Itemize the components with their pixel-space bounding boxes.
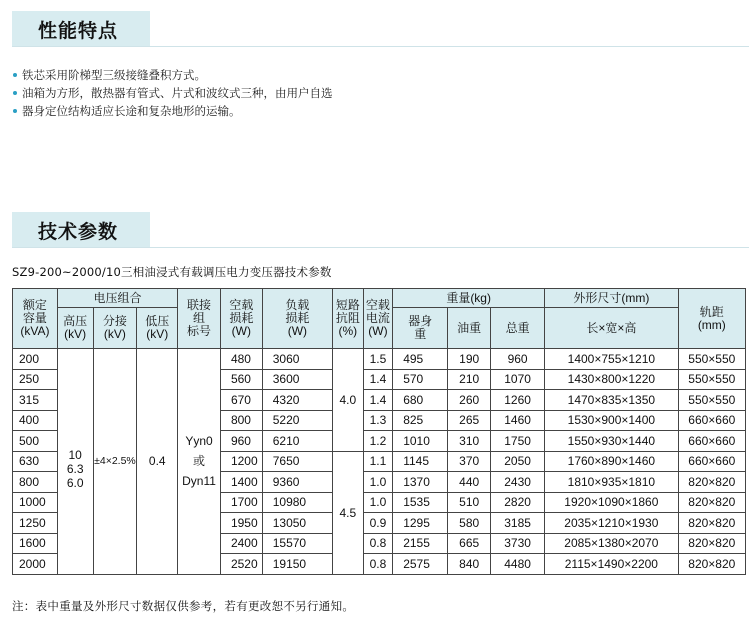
- cell-capacity: 250: [13, 369, 58, 390]
- cell-body-weight: 1295: [393, 513, 448, 534]
- cell-dimensions: 1550×930×1440: [545, 431, 679, 452]
- cell-no-load-loss: 670: [220, 390, 262, 411]
- header-body-weight: 器身 重: [393, 308, 448, 349]
- cell-load-loss: 6210: [262, 431, 332, 452]
- feature-item: 油箱为方形，散热器有管式、片式和波纹式三种，由用户自选: [12, 84, 333, 102]
- cell-body-weight: 680: [393, 390, 448, 411]
- cell-dimensions: 1760×890×1460: [545, 451, 679, 472]
- cell-no-load-loss: 960: [220, 431, 262, 452]
- cell-dimensions: 1470×835×1350: [545, 390, 679, 411]
- header-lv: 低压 (kV): [137, 308, 178, 349]
- cell-total-weight: 2430: [491, 472, 545, 493]
- cell-load-loss: 9360: [262, 472, 332, 493]
- cell-no-load-current: 1.4: [363, 369, 393, 390]
- cell-body-weight: 1010: [393, 431, 448, 452]
- cell-body-weight: 825: [393, 410, 448, 431]
- section-divider: [12, 46, 749, 47]
- header-voltage-combo: 电压组合: [57, 289, 177, 308]
- cell-gauge: 660×660: [678, 431, 745, 452]
- cell-body-weight: 1145: [393, 451, 448, 472]
- cell-lv-merged: 0.4: [137, 349, 178, 575]
- cell-no-load-loss: 2520: [220, 554, 262, 575]
- cell-no-load-current: 1.5: [363, 349, 393, 370]
- cell-load-loss: 4320: [262, 390, 332, 411]
- features-section-header: [0, 11, 755, 47]
- cell-no-load-loss: 2400: [220, 533, 262, 554]
- cell-dimensions: 1920×1090×1860: [545, 492, 679, 513]
- cell-total-weight: 960: [491, 349, 545, 370]
- cell-load-loss: 15570: [262, 533, 332, 554]
- cell-capacity: 800: [13, 472, 58, 493]
- feature-item: 铁芯采用阶梯型三级接缝叠积方式。: [12, 66, 333, 84]
- cell-oil-weight: 265: [448, 410, 491, 431]
- features-list: [12, 66, 333, 120]
- cell-connection-merged: Yyn0 或 Dyn11: [178, 349, 221, 575]
- cell-dimensions: 2035×1210×1930: [545, 513, 679, 534]
- cell-total-weight: 1460: [491, 410, 545, 431]
- section-divider: [12, 247, 749, 248]
- cell-load-loss: 13050: [262, 513, 332, 534]
- specs-section-header: [0, 212, 755, 248]
- cell-no-load-loss: 1400: [220, 472, 262, 493]
- cell-oil-weight: 310: [448, 431, 491, 452]
- header-tap: 分接 (kV): [93, 308, 137, 349]
- cell-capacity: 400: [13, 410, 58, 431]
- header-dimensions: 外形尺寸(mm): [545, 289, 679, 308]
- cell-gauge: 820×820: [678, 513, 745, 534]
- cell-dimensions: 1430×800×1220: [545, 369, 679, 390]
- cell-no-load-loss: 480: [220, 349, 262, 370]
- cell-gauge: 820×820: [678, 554, 745, 575]
- cell-oil-weight: 580: [448, 513, 491, 534]
- cell-load-loss: 3060: [262, 349, 332, 370]
- cell-oil-weight: 190: [448, 349, 491, 370]
- header-weight: 重量(kg): [393, 289, 545, 308]
- cell-tap-merged: ±4×2.5%: [93, 349, 137, 575]
- cell-capacity: 1000: [13, 492, 58, 513]
- spec-table: [12, 288, 746, 575]
- cell-oil-weight: 665: [448, 533, 491, 554]
- cell-load-loss: 19150: [262, 554, 332, 575]
- cell-gauge: 660×660: [678, 410, 745, 431]
- cell-hv-merged: 10 6.3 6.0: [57, 349, 93, 575]
- cell-no-load-current: 0.8: [363, 533, 393, 554]
- cell-oil-weight: 260: [448, 390, 491, 411]
- header-no-load-current: 空载 电流 (W): [363, 289, 393, 349]
- cell-total-weight: 2820: [491, 492, 545, 513]
- cell-total-weight: 3185: [491, 513, 545, 534]
- cell-body-weight: 2155: [393, 533, 448, 554]
- cell-oil-weight: 210: [448, 369, 491, 390]
- cell-load-loss: 5220: [262, 410, 332, 431]
- features-section-title: 性能特点: [12, 11, 150, 47]
- cell-no-load-current: 1.0: [363, 492, 393, 513]
- cell-total-weight: 1750: [491, 431, 545, 452]
- cell-dimensions: 2115×1490×2200: [545, 554, 679, 575]
- cell-impedance-merged: 4.5: [333, 451, 364, 574]
- cell-gauge: 820×820: [678, 492, 745, 513]
- footnote: 注：表中重量及外形尺寸数据仅供参考，若有更改恕不另行通知。: [12, 599, 355, 613]
- feature-item: 器身定位结构适应长途和复杂地形的运输。: [12, 102, 333, 120]
- cell-capacity: 500: [13, 431, 58, 452]
- table-title: SZ9-200~2000/10三相油浸式有载调压电力变压器技术参数: [12, 265, 332, 279]
- cell-capacity: 1250: [13, 513, 58, 534]
- cell-gauge: 550×550: [678, 369, 745, 390]
- specs-section-title: 技术参数: [12, 212, 150, 248]
- cell-no-load-current: 1.1: [363, 451, 393, 472]
- cell-load-loss: 3600: [262, 369, 332, 390]
- cell-body-weight: 495: [393, 349, 448, 370]
- header-oil-weight: 油重: [448, 308, 491, 349]
- cell-oil-weight: 440: [448, 472, 491, 493]
- cell-capacity: 1600: [13, 533, 58, 554]
- cell-total-weight: 1070: [491, 369, 545, 390]
- cell-oil-weight: 840: [448, 554, 491, 575]
- cell-dimensions: 1530×900×1400: [545, 410, 679, 431]
- header-hv: 高压 (kV): [57, 308, 93, 349]
- cell-oil-weight: 510: [448, 492, 491, 513]
- cell-body-weight: 2575: [393, 554, 448, 575]
- cell-oil-weight: 370: [448, 451, 491, 472]
- header-lwh: 长×宽×高: [545, 308, 679, 349]
- cell-dimensions: 1400×755×1210: [545, 349, 679, 370]
- cell-load-loss: 10980: [262, 492, 332, 513]
- header-total-weight: 总重: [491, 308, 545, 349]
- cell-no-load-current: 1.2: [363, 431, 393, 452]
- cell-impedance-merged: 4.0: [333, 349, 364, 452]
- cell-no-load-current: 0.8: [363, 554, 393, 575]
- cell-dimensions: 1810×935×1810: [545, 472, 679, 493]
- cell-gauge: 820×820: [678, 533, 745, 554]
- cell-no-load-current: 1.0: [363, 472, 393, 493]
- cell-no-load-loss: 560: [220, 369, 262, 390]
- cell-no-load-loss: 1200: [220, 451, 262, 472]
- cell-body-weight: 1370: [393, 472, 448, 493]
- cell-total-weight: 1260: [491, 390, 545, 411]
- header-connection: 联接 组 标号: [178, 289, 221, 349]
- header-load-loss: 负载 损耗 (W): [262, 289, 332, 349]
- cell-no-load-loss: 800: [220, 410, 262, 431]
- cell-total-weight: 4480: [491, 554, 545, 575]
- cell-total-weight: 3730: [491, 533, 545, 554]
- header-impedance: 短路 抗阻 (%): [333, 289, 364, 349]
- cell-gauge: 660×660: [678, 451, 745, 472]
- cell-capacity: 630: [13, 451, 58, 472]
- header-gauge: 轨距 (mm): [678, 289, 745, 349]
- cell-no-load-current: 1.3: [363, 410, 393, 431]
- cell-dimensions: 2085×1380×2070: [545, 533, 679, 554]
- cell-load-loss: 7650: [262, 451, 332, 472]
- table-row: [13, 349, 746, 370]
- header-no-load-loss: 空载 损耗 (W): [220, 289, 262, 349]
- cell-gauge: 550×550: [678, 390, 745, 411]
- cell-gauge: 550×550: [678, 349, 745, 370]
- cell-capacity: 2000: [13, 554, 58, 575]
- cell-capacity: 200: [13, 349, 58, 370]
- cell-no-load-loss: 1950: [220, 513, 262, 534]
- cell-body-weight: 570: [393, 369, 448, 390]
- cell-no-load-current: 0.9: [363, 513, 393, 534]
- cell-no-load-current: 1.4: [363, 390, 393, 411]
- header-rated-capacity: 额定 容量 (kVA): [13, 289, 58, 349]
- cell-gauge: 820×820: [678, 472, 745, 493]
- cell-capacity: 315: [13, 390, 58, 411]
- cell-body-weight: 1535: [393, 492, 448, 513]
- cell-no-load-loss: 1700: [220, 492, 262, 513]
- cell-total-weight: 2050: [491, 451, 545, 472]
